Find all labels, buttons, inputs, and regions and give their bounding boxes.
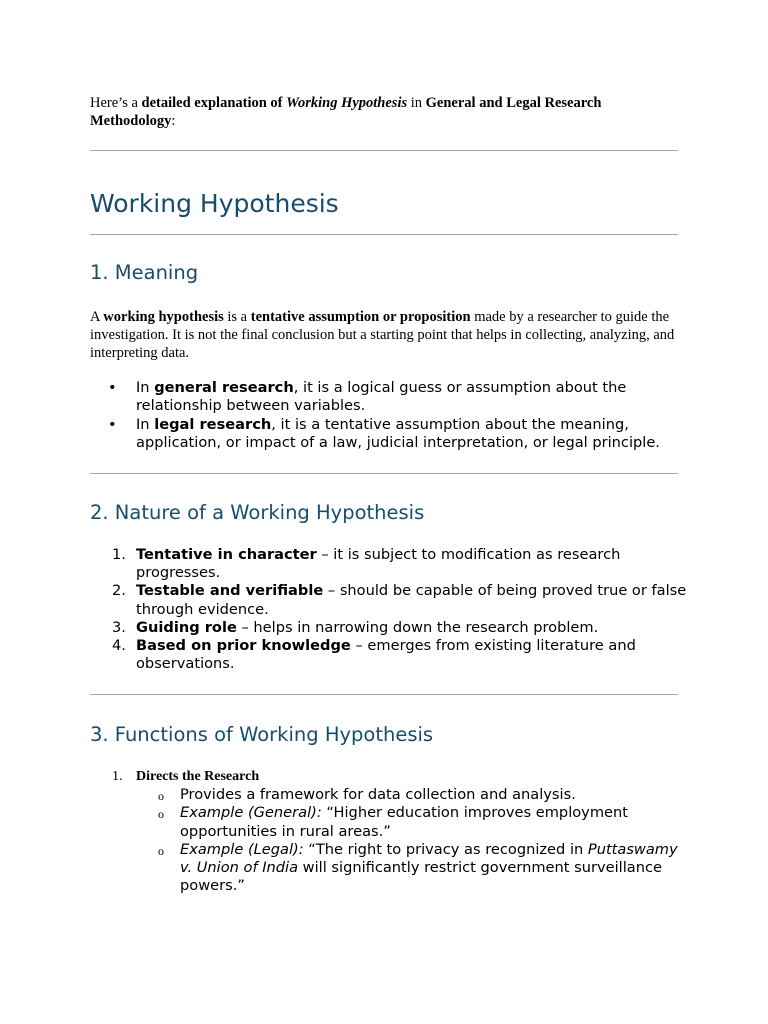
bullet-text: , it is a logical guess or assumption about the relationship between variables. bbox=[136, 379, 627, 415]
intro-bold: General and Legal Research Methodology bbox=[90, 95, 602, 129]
sub-item-text: will significantly restrict government surveillance powers.” bbox=[180, 859, 662, 895]
functions-sub-list bbox=[90, 786, 680, 896]
sub-bullet-marker: o bbox=[158, 807, 164, 822]
section-heading-meaning: 1. Meaning bbox=[90, 261, 199, 284]
list-item bbox=[90, 619, 690, 637]
meaning-bullet-list bbox=[90, 379, 690, 452]
para-bold: working hypothesis bbox=[103, 309, 224, 325]
list-item bbox=[90, 582, 690, 618]
intro-bold-italic: Working Hypothesis bbox=[286, 95, 408, 111]
functions-numbered-list bbox=[90, 768, 690, 786]
list-item bbox=[90, 768, 690, 786]
section-heading-nature: 2. Nature of a Working Hypothesis bbox=[90, 501, 425, 524]
sub-bullet-marker: o bbox=[158, 789, 164, 803]
item-bold: Tentative in character bbox=[136, 546, 317, 563]
bullet-bold: general research bbox=[154, 379, 294, 396]
intro-text: Here’s a bbox=[90, 95, 142, 111]
bullet-text: , it is a tentative assumption about the meaning, application, or impact of a law, judicial interpretation, or legal principle. bbox=[136, 415, 660, 451]
intro-text: in bbox=[407, 95, 426, 111]
item-text: – should be capable of being proved true or false through evidence. bbox=[136, 582, 687, 618]
sub-bullet-marker: o bbox=[158, 843, 164, 858]
example-label: Example (Legal): bbox=[180, 840, 304, 858]
bullet-marker: • bbox=[108, 415, 117, 433]
list-item bbox=[90, 637, 690, 673]
item-bold: Testable and verifiable bbox=[136, 582, 324, 600]
bullet-text: In bbox=[136, 415, 155, 433]
para-text: A bbox=[90, 309, 104, 325]
nature-numbered-list bbox=[90, 546, 690, 673]
list-item bbox=[90, 416, 690, 453]
page-title: Working Hypothesis bbox=[90, 189, 339, 218]
list-number: 1. bbox=[112, 546, 126, 563]
sub-item-text: “Higher education improves employment opportunities in rural areas.” bbox=[180, 804, 628, 840]
intro-bold: detailed explanation of bbox=[141, 95, 287, 111]
bullet-text: In bbox=[136, 379, 155, 396]
item-bold: Based on prior knowledge bbox=[136, 637, 351, 655]
para-bold: tentative assumption or proposition bbox=[250, 309, 471, 325]
para-text: is a bbox=[223, 309, 251, 325]
list-number: 1. bbox=[112, 769, 123, 784]
horizontal-divider bbox=[90, 694, 678, 695]
case-name: Puttaswamy v. Union of India bbox=[180, 840, 678, 877]
sub-list-item bbox=[90, 804, 680, 841]
horizontal-divider bbox=[90, 150, 678, 151]
item-bold: Guiding role bbox=[136, 618, 237, 636]
example-label: Example (General): bbox=[180, 804, 322, 822]
function-title: Directs the Research bbox=[136, 769, 260, 784]
list-item bbox=[90, 379, 690, 416]
horizontal-divider bbox=[90, 234, 678, 235]
para-text: made by a researcher to guide the investigation. It is not the final conclusion but a starting point that helps in collecting, analyzing, and interpreting data. bbox=[90, 309, 675, 361]
item-text: – helps in narrowing down the research problem. bbox=[236, 618, 599, 636]
list-number: 2. bbox=[112, 582, 126, 600]
sub-list-item bbox=[90, 786, 680, 804]
horizontal-divider bbox=[90, 473, 678, 474]
list-number: 4. bbox=[112, 637, 126, 655]
meaning-paragraph bbox=[90, 308, 680, 362]
section-heading-functions: 3. Functions of Working Hypothesis bbox=[90, 723, 434, 746]
item-text: – emerges from existing literature and observations. bbox=[136, 637, 636, 673]
item-text: – it is subject to modification as research progresses. bbox=[136, 546, 621, 582]
intro-paragraph bbox=[90, 94, 650, 130]
sub-item-text: Provides a framework for data collection and analysis. bbox=[180, 786, 576, 803]
intro-text: : bbox=[171, 113, 176, 129]
sub-item-text: “The right to privacy as recognized in bbox=[303, 840, 588, 858]
bullet-bold: legal research bbox=[154, 415, 272, 433]
sub-list-item bbox=[90, 841, 680, 896]
list-item bbox=[90, 546, 690, 582]
bullet-marker: • bbox=[108, 379, 117, 396]
list-number: 3. bbox=[112, 618, 126, 636]
